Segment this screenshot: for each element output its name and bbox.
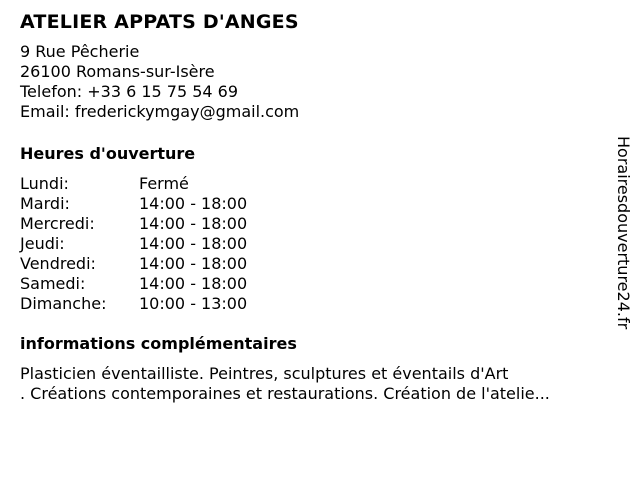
day-label: Jeudi: — [20, 234, 65, 253]
day-label: Lundi: — [20, 174, 69, 193]
hours-row-tuesday — [20, 194, 247, 214]
day-hours: 14:00 - 18:00 — [139, 214, 248, 233]
watermark-text: Horairesdouverture24.fr — [614, 136, 633, 330]
description-line: . Créations contemporaines et restaurations. Création de l'atelie... — [20, 384, 550, 403]
day-label: Mercredi: — [20, 214, 95, 233]
hours-row-monday — [20, 174, 247, 194]
additional-info-text — [20, 364, 620, 404]
phone-number: Telefon: +33 6 15 75 54 69 — [20, 82, 239, 101]
day-hours: 14:00 - 18:00 — [139, 194, 248, 213]
hours-row-wednesday — [20, 214, 247, 234]
hours-row-thursday — [20, 234, 247, 254]
day-label: Mardi: — [20, 194, 70, 213]
hours-row-friday — [20, 254, 247, 274]
hours-row-sunday — [20, 294, 247, 314]
day-hours: 14:00 - 18:00 — [139, 234, 248, 253]
additional-info-title: informations complémentaires — [20, 334, 297, 353]
day-label: Samedi: — [20, 274, 86, 293]
day-hours: Fermé — [139, 174, 189, 193]
business-name: ATELIER APPATS D'ANGES — [20, 11, 299, 33]
opening-hours-table — [20, 174, 247, 314]
email-address: Email: frederickymgay@gmail.com — [20, 102, 300, 121]
hours-row-saturday — [20, 274, 247, 294]
address-street: 9 Rue Pêcherie — [20, 42, 140, 61]
address-city: 26100 Romans-sur-Isère — [20, 62, 215, 81]
day-label: Vendredi: — [20, 254, 96, 273]
day-hours: 10:00 - 13:00 — [139, 294, 248, 313]
business-card — [20, 10, 610, 404]
day-hours: 14:00 - 18:00 — [139, 274, 248, 293]
description-line: Plasticien éventailliste. Peintres, sculptures et éventails d'Art — [20, 364, 509, 383]
site-watermark — [613, 136, 633, 342]
opening-hours-title: Heures d'ouverture — [20, 144, 196, 163]
day-hours: 14:00 - 18:00 — [139, 254, 248, 273]
day-label: Dimanche: — [20, 294, 107, 313]
